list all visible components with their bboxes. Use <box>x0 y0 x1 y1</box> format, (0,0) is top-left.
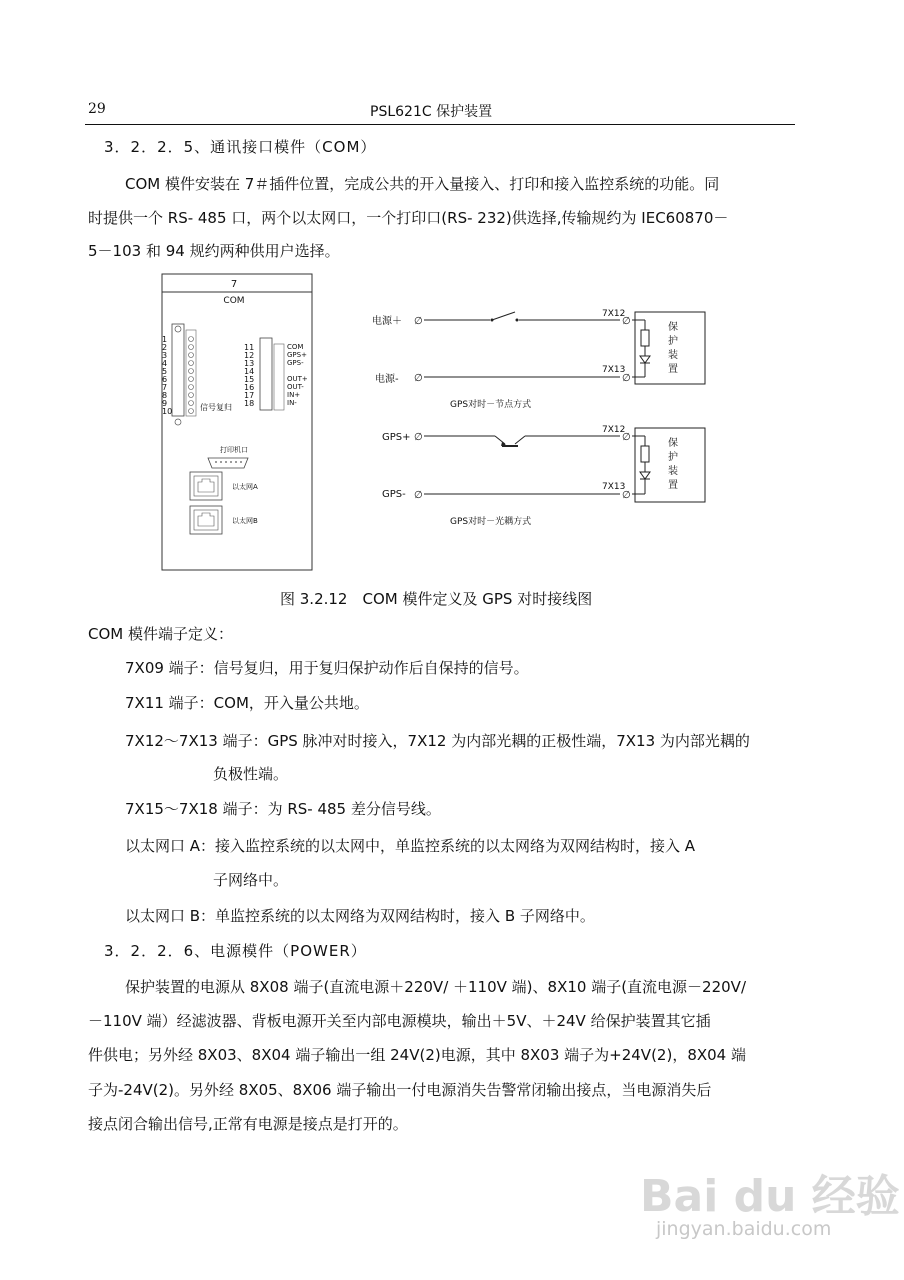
c2-term-bot: 7X13 <box>602 482 626 492</box>
right-label-in-neg: IN- <box>287 399 297 407</box>
left-pin-9: 9 <box>162 399 168 408</box>
signal-reset-label: 信号复归 <box>200 403 232 412</box>
right-pin-11: 11 <box>244 343 255 352</box>
terminal-item-3-cont: 负极性端。 <box>213 765 289 783</box>
right-pin-18: 18 <box>244 399 255 408</box>
left-pin-7: 7 <box>162 383 168 392</box>
c1-term-bot: 7X13 <box>602 365 626 375</box>
c2-pos-label: GPS+ <box>382 432 411 443</box>
right-label-in-pos: IN+ <box>287 391 301 399</box>
left-pin-1: 1 <box>162 335 168 344</box>
c2-device-char-1: 保 <box>668 438 678 449</box>
right-pin-15: 15 <box>244 375 255 384</box>
svg-text:∅: ∅ <box>414 316 423 327</box>
terminal-item-6: 以太网口 B：单监控系统的以太网络为双网结构时，接入 B 子网络中。 <box>125 907 595 925</box>
right-label-com: COM <box>287 343 304 351</box>
right-pin-13: 13 <box>244 359 255 368</box>
c1-switch-icon <box>492 312 515 320</box>
c1-device-char-3: 装 <box>668 350 678 361</box>
c2-led-icon <box>640 472 650 479</box>
left-pin-2: 2 <box>162 343 168 352</box>
c1-led-icon <box>640 356 650 363</box>
watermark-brand: Bai du 经验 <box>640 1171 900 1222</box>
left-pin-4: 4 <box>162 359 168 368</box>
figure-caption: 图 3.2.12 COM 模件定义及 GPS 对时接线图 <box>280 590 593 608</box>
c1-device-char-4: 置 <box>668 364 678 375</box>
right-label-out-pos: OUT+ <box>287 375 308 383</box>
ethernet-b-port-icon <box>190 506 222 534</box>
panel-name: COM <box>223 296 245 306</box>
c1-neg-label: 电源- <box>375 374 399 385</box>
com-panel <box>162 274 312 570</box>
c1-pos-label: 电源＋ <box>372 316 402 327</box>
svg-text:∅: ∅ <box>414 373 423 384</box>
svg-text:∅: ∅ <box>622 373 631 384</box>
svg-text:∅: ∅ <box>622 316 631 327</box>
com-figure <box>150 272 730 582</box>
ethernet-b-label: 以太网B <box>232 517 258 525</box>
c2-transistor-icon <box>495 436 525 446</box>
power-para-line-1: 保护装置的电源从 8X08 端子(直流电源＋220V/ ＋110V 端)、8X10 端子(直流电源－220V/ <box>125 978 746 996</box>
right-label-gps-pos: GPS+ <box>287 351 307 359</box>
ethernet-a-label: 以太网A <box>232 483 258 491</box>
svg-text:∅: ∅ <box>414 490 423 501</box>
com-para-line-3: 5－103 和 94 规约两种供用户选择。 <box>88 242 340 260</box>
right-pin-14: 14 <box>244 367 255 376</box>
c1-device-char-1: 保 <box>668 322 678 333</box>
left-pin-6: 6 <box>162 375 168 384</box>
power-para-line-2: －110V 端）经滤波器、背板电源开关至内部电源模块，输出＋5V、＋24V 给保护装置其它插 <box>88 1012 711 1030</box>
right-label-out-neg: OUT- <box>287 383 304 391</box>
c1-resistor-icon <box>641 330 649 346</box>
section-heading-com: 3．2．2．5、通讯接口模件（COM） <box>104 138 377 156</box>
right-pin-12: 12 <box>244 351 255 360</box>
terminal-item-5: 以太网口 A：接入监控系统的以太网中，单监控系统的以太网络为双网结构时，接入 A <box>125 837 696 855</box>
svg-text:∅: ∅ <box>414 432 423 443</box>
left-pin-10: 10 <box>162 407 173 416</box>
terminal-item-4: 7X15～7X18 端子：为 RS- 485 差分信号线。 <box>125 800 441 818</box>
power-para-line-4: 子为-24V(2)。另外经 8X05、8X06 端子输出一付电源消失告警常闭输出接点，当电源消失后 <box>88 1081 712 1099</box>
c2-neg-label: GPS- <box>382 489 406 500</box>
c2-device-char-4: 置 <box>668 480 678 491</box>
panel-slot-number: 7 <box>230 279 238 290</box>
right-label-gps-neg: GPS- <box>287 359 304 367</box>
printer-port-label: 打印机口 <box>220 446 248 454</box>
right-pin-17: 17 <box>244 391 255 400</box>
watermark-url: jingyan.baidu.com <box>656 1218 832 1240</box>
c1-term-top: 7X12 <box>602 309 626 319</box>
circuit-optocoupler-mode <box>382 425 705 527</box>
left-pin-8: 8 <box>162 391 168 400</box>
terminals-title: COM 模件端子定义： <box>88 625 233 643</box>
right-pin-16: 16 <box>244 383 255 392</box>
power-para-line-5: 接点闭合输出信号,正常有电源是接点是打开的。 <box>88 1115 408 1133</box>
ethernet-a-port-icon <box>190 472 222 500</box>
terminal-item-1: 7X09 端子：信号复归，用于复归保护动作后自保持的信号。 <box>125 659 529 677</box>
section-heading-power: 3．2．2．6、电源模件（POWER） <box>104 942 367 960</box>
terminal-item-2: 7X11 端子：COM，开入量公共地。 <box>125 694 369 712</box>
c2-term-top: 7X12 <box>602 425 626 435</box>
power-para-line-3: 件供电；另外经 8X03、8X04 端子输出一组 24V(2)电源，其中 8X03 端子为+24V(2)，8X04 端 <box>88 1046 746 1064</box>
svg-text:∅: ∅ <box>622 432 631 443</box>
terminal-item-5-cont: 子网络中。 <box>213 871 289 889</box>
com-para-line-1: COM 模件安装在 7＃插件位置，完成公共的开入量接入、打印和接入监控系统的功能。同 <box>125 175 720 193</box>
left-pin-3: 3 <box>162 351 168 360</box>
svg-text:∅: ∅ <box>622 490 631 501</box>
terminal-item-3: 7X12～7X13 端子：GPS 脉冲对时接入，7X12 为内部光耦的正极性端，7X13 为内部光耦的 <box>125 732 750 750</box>
page-header-title: PSL621C 保护装置 <box>370 104 493 120</box>
c2-caption: GPS对时－光耦方式 <box>450 517 532 527</box>
c2-device-char-2: 护 <box>668 452 678 463</box>
c1-device-char-2: 护 <box>668 336 678 347</box>
page-number: 29 <box>88 101 106 117</box>
c1-caption: GPS对时－节点方式 <box>450 400 532 410</box>
circuit-contact-mode <box>372 309 705 410</box>
c2-resistor-icon <box>641 446 649 462</box>
c2-device-char-3: 装 <box>668 466 678 477</box>
com-para-line-2: 时提供一个 RS- 485 口，两个以太网口，一个打印口(RS- 232)供选择,传输规约为 IEC60870－ <box>88 209 729 227</box>
printer-port-icon <box>208 458 248 468</box>
left-pin-5: 5 <box>162 367 168 376</box>
header-rule <box>85 124 795 125</box>
